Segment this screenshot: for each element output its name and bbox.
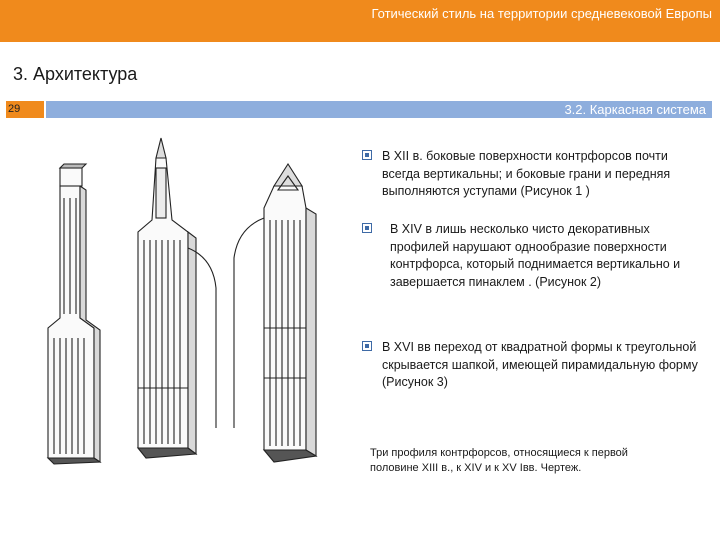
bullet-checkbox-icon: [362, 150, 372, 160]
bullet-checkbox-icon: [362, 341, 372, 351]
section-title: 3. Архитектура: [13, 64, 138, 84]
bullet-checkbox-icon: [362, 223, 372, 233]
bullet-text: В XVI вв переход от квадратной формы к треугольной скрывается шапкой, имеющей пирамидальную форму (Рисунок 3): [382, 340, 698, 389]
bullet-item: [362, 221, 702, 291]
header-bar: [0, 0, 720, 42]
presentation-title: Готический стиль на территории средневековой Европы: [371, 6, 712, 21]
buttress-figure-2: [138, 138, 216, 458]
buttress-drawings-illustration: [38, 128, 358, 498]
bullet-item: [362, 339, 702, 392]
subtitle-bar: [46, 101, 712, 118]
bullet-text: В XIV в лишь несколько чисто декоративных профилей нарушают однообразие поверхности контрфорса, который поднимается вертикально и завершается пинаклем . (Рисунок 2): [390, 222, 681, 289]
buttress-figure-1: [48, 164, 100, 464]
bullet-item: [362, 148, 702, 201]
bullet-text: В XII в. боковые поверхности контрфорсов почти всегда вертикальны; и боковые грани и передняя выполняются уступами (Рисунок 1 ): [382, 149, 671, 198]
buttress-figure-3: [234, 164, 316, 462]
slide-number: 29: [6, 101, 44, 118]
figure-caption: Три профиля контрфорсов, относящиеся к первой половине XIII в., к XIV и к XV Iвв. Чертеж.: [370, 447, 628, 474]
slide-subtitle: 3.2. Каркасная система: [564, 102, 706, 117]
